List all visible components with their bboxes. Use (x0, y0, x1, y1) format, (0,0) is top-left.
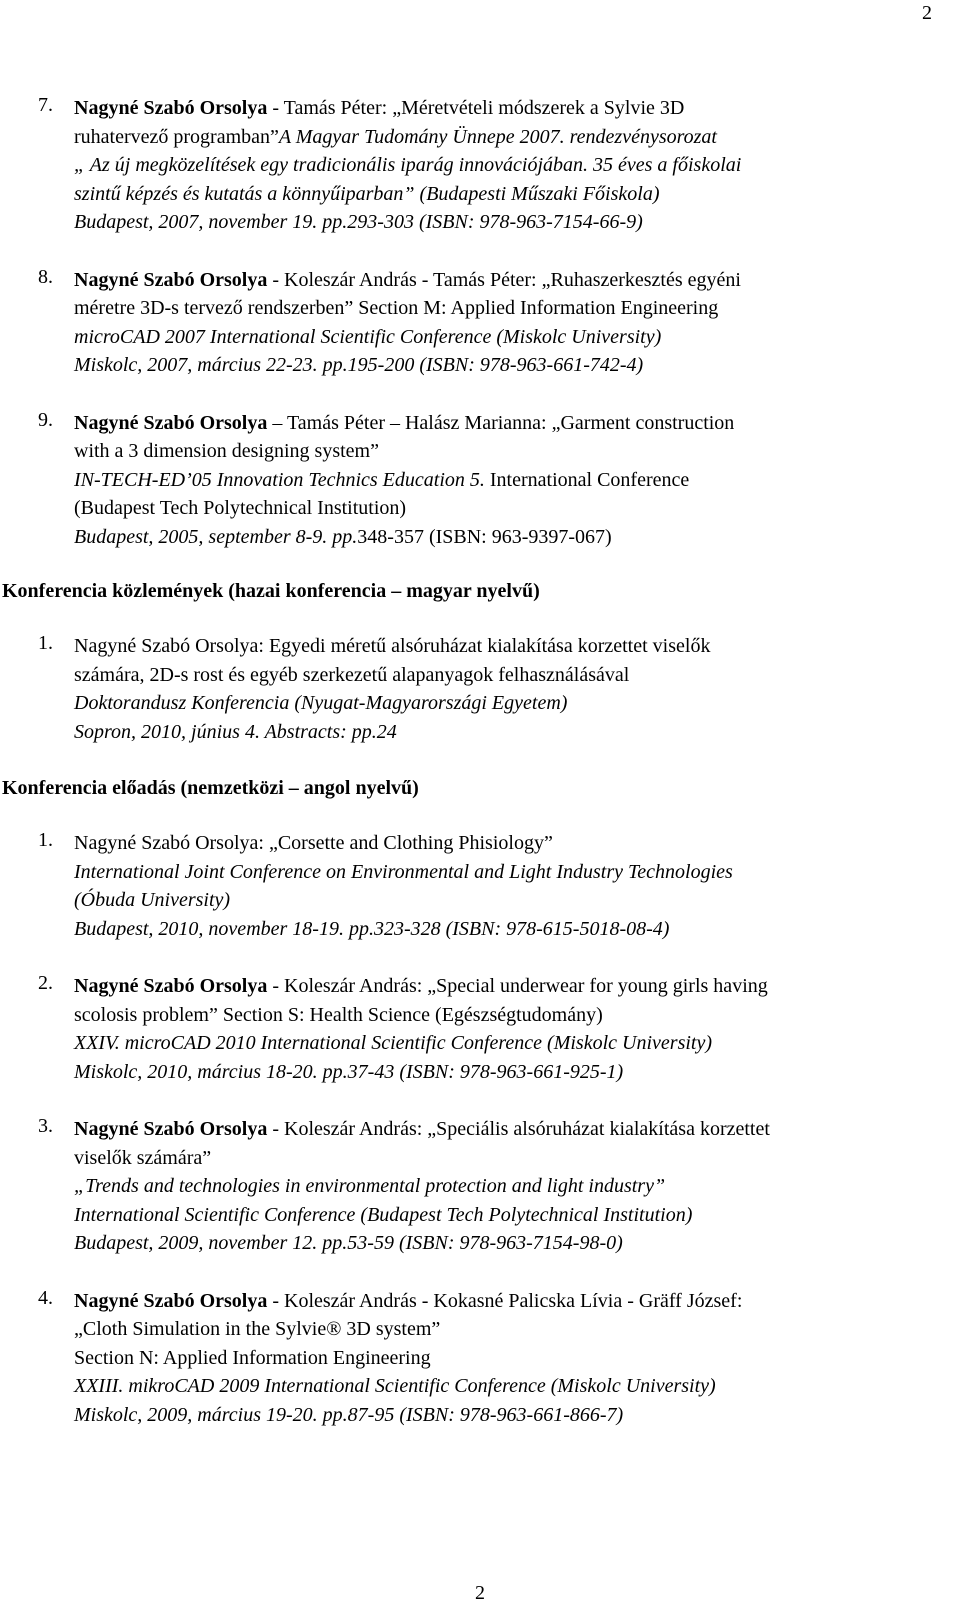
text-segment: (Óbuda University) (74, 889, 231, 911)
text-segment: Budapest, 2007, november 19. pp.293-303 (ISBN: 978-963-7154-66-9) (74, 211, 643, 233)
text-segment: – Tamás Péter – Halász Marianna: „Garment construction (267, 411, 735, 434)
entry-line (74, 409, 934, 438)
entry-number: 1. (38, 632, 53, 654)
text-segment: - Koleszár András - Kokasné Palicska Lívia - Gräff József: (267, 1289, 743, 1312)
entry-text (74, 1287, 934, 1430)
entry-line (74, 1401, 934, 1430)
entry-line (74, 1115, 934, 1144)
entry-text (74, 409, 934, 552)
entry-text (74, 266, 934, 380)
text-segment: A Magyar Tudomány Ünnepe 2007. rendezvénysorozat (278, 125, 717, 148)
text-segment: with a 3 dimension designing system” (74, 440, 379, 462)
text-segment: számára, 2D-s rost és egyéb szerkezetű alapanyagok felhasználásával (74, 663, 630, 686)
text-segment: Nagyné Szabó Orsolya: „Corsette and Clothing Phisiology” (74, 832, 553, 854)
reference-entry (0, 266, 940, 380)
entry-line (74, 180, 934, 209)
text-segment: International Conference (489, 468, 690, 491)
page-number-bottom: 2 (475, 1582, 485, 1604)
entries-domestic (0, 632, 940, 775)
text-segment: 348-357 (ISBN: 963-9397-067) (357, 525, 612, 548)
entry-line (74, 1172, 934, 1201)
entries-international-cont (0, 94, 940, 580)
entry-line (74, 661, 934, 690)
entry-line (74, 123, 934, 152)
reference-entry (0, 972, 940, 1086)
entry-number: 3. (38, 1115, 53, 1137)
author-name: Nagyné Szabó Orsolya (74, 411, 268, 434)
reference-entry (0, 632, 940, 746)
reference-entry (0, 1287, 940, 1430)
entry-line (74, 1287, 934, 1316)
entry-line (74, 1001, 934, 1030)
text-segment: szintű képzés és kutatás a könnyűiparban” (Budapesti Műszaki Főiskola) (74, 182, 660, 205)
text-segment: Section N: Applied Information Engineering (74, 1346, 431, 1369)
text-segment: - Koleszár András: „Special underwear for young girls having (267, 975, 768, 997)
author-name: Nagyné Szabó Orsolya (74, 1118, 268, 1140)
entry-line (74, 1201, 934, 1230)
text-segment: microCAD 2007 International Scientific Conference (Miskolc University) (74, 325, 662, 348)
entry-number: 1. (38, 829, 53, 851)
reference-entry (0, 409, 940, 552)
text-segment: XXIII. mikroCAD 2009 International Scientific Conference (Miskolc University) (74, 1375, 716, 1397)
text-segment: - Koleszár András - Tamás Péter: „Ruhaszerkesztés egyéni (267, 268, 741, 291)
reference-entry (0, 94, 940, 237)
text-segment: „Cloth Simulation in the Sylvie® 3D system” (74, 1318, 441, 1340)
entry-line (74, 351, 934, 380)
entry-line (74, 886, 934, 915)
page-number-top: 2 (922, 2, 932, 24)
text-segment: Miskolc, 2009, március 19-20. pp.87-95 (ISBN: 978-963-661-866-7) (74, 1403, 624, 1426)
entries-presentations (0, 829, 940, 1458)
entry-line (74, 294, 934, 323)
text-segment: Abstracts: pp.24 (264, 720, 397, 743)
entry-line (74, 1058, 934, 1087)
text-segment: méretre 3D-s tervező rendszerben” Section M: Applied Information Engineering (74, 297, 719, 319)
heading-international-presentation: Konferencia előadás (nemzetközi – angol nyelvű) (2, 777, 419, 799)
entry-line (74, 208, 934, 237)
entry-line (74, 151, 934, 180)
entry-text (74, 94, 934, 237)
entry-text (74, 632, 934, 746)
text-segment: „ Az új megközelítések egy tradicionális iparág innovációjában. 35 éves a főiskolai (74, 154, 742, 176)
entry-line (74, 94, 934, 123)
text-segment: Miskolc, 2010, március 18-20. pp.37-43 (ISBN: 978-963-661-925-1) (74, 1060, 624, 1083)
author-name: Nagyné Szabó Orsolya (74, 268, 268, 291)
entry-line (74, 1372, 934, 1401)
text-segment: Budapest, 2009, november 12. pp.53-59 (ISBN: 978-963-7154-98-0) (74, 1232, 623, 1254)
entry-number: 4. (38, 1286, 53, 1309)
entry-number: 7. (38, 94, 53, 116)
text-segment: viselők számára” (74, 1146, 212, 1169)
text-segment: - Tamás Péter: „Méretvételi módszerek a Sylvie 3D (267, 97, 685, 119)
text-segment: XXIV. microCAD 2010 International Scientific Conference (Miskolc University) (74, 1032, 712, 1054)
entry-line (74, 1344, 934, 1373)
entry-line (74, 437, 934, 466)
entry-line (74, 1229, 934, 1258)
reference-entry (0, 829, 940, 943)
author-name: Nagyné Szabó Orsolya (74, 1289, 268, 1312)
entry-line (74, 523, 934, 552)
entry-line (74, 323, 934, 352)
text-segment: Budapest, 2005, september 8-9. pp. (74, 525, 358, 548)
entry-line (74, 466, 934, 495)
text-segment: Doktorandusz Konferencia (Nyugat-Magyarországi Egyetem) (74, 692, 568, 714)
entry-line (74, 915, 934, 944)
text-segment: (Budapest Tech Polytechnical Institution) (74, 497, 407, 519)
entry-line (74, 718, 934, 747)
entry-line (74, 972, 934, 1001)
entry-line (74, 858, 934, 887)
entry-line (74, 1144, 934, 1173)
text-segment: Nagyné Szabó Orsolya: Egyedi méretű alsóruházat kialakítása korzettet viselők (74, 635, 711, 657)
entry-number: 8. (38, 265, 53, 288)
heading-domestic-conference: Konferencia közlemények (hazai konferencia – magyar nyelvű) (2, 580, 540, 602)
entry-line (74, 689, 934, 718)
entry-line (74, 1315, 934, 1344)
entry-number: 9. (38, 408, 53, 431)
entry-line (74, 632, 934, 661)
entry-line (74, 829, 934, 858)
text-segment: International Joint Conference on Environmental and Light Industry Technologies (74, 860, 733, 883)
text-segment: Budapest, 2010, november 18-19. pp. (74, 917, 374, 940)
text-segment: - Koleszár András: „Speciális alsóruházat kialakítása korzettet (267, 1118, 770, 1140)
text-segment: ruhatervező programban” (74, 125, 279, 148)
entry-text (74, 829, 934, 943)
entry-line (74, 1029, 934, 1058)
text-segment: International Scientific Conference (Budapest Tech Polytechnical Institution) (74, 1203, 693, 1226)
entry-text (74, 1115, 934, 1258)
entry-line (74, 494, 934, 523)
text-segment: 323-328 (ISBN: 978-615-5018-08-4) (373, 917, 670, 940)
text-segment: scolosis problem” Section S: Health Science (Egészségtudomány) (74, 1003, 603, 1026)
entry-line (74, 266, 934, 295)
entry-number: 2. (38, 972, 53, 994)
text-segment: Sopron, 2010, június 4. (74, 720, 265, 743)
text-segment: „Trends and technologies in environmental protection and light industry” (74, 1175, 666, 1197)
author-name: Nagyné Szabó Orsolya (74, 97, 268, 119)
author-name: Nagyné Szabó Orsolya (74, 975, 268, 997)
text-segment: Miskolc, 2007, március 22-23. pp.195-200 (ISBN: 978-963-661-742-4) (74, 354, 644, 376)
entry-text (74, 972, 934, 1086)
text-segment: IN-TECH-ED’05 Innovation Technics Education 5. (74, 468, 490, 491)
reference-entry (0, 1115, 940, 1258)
